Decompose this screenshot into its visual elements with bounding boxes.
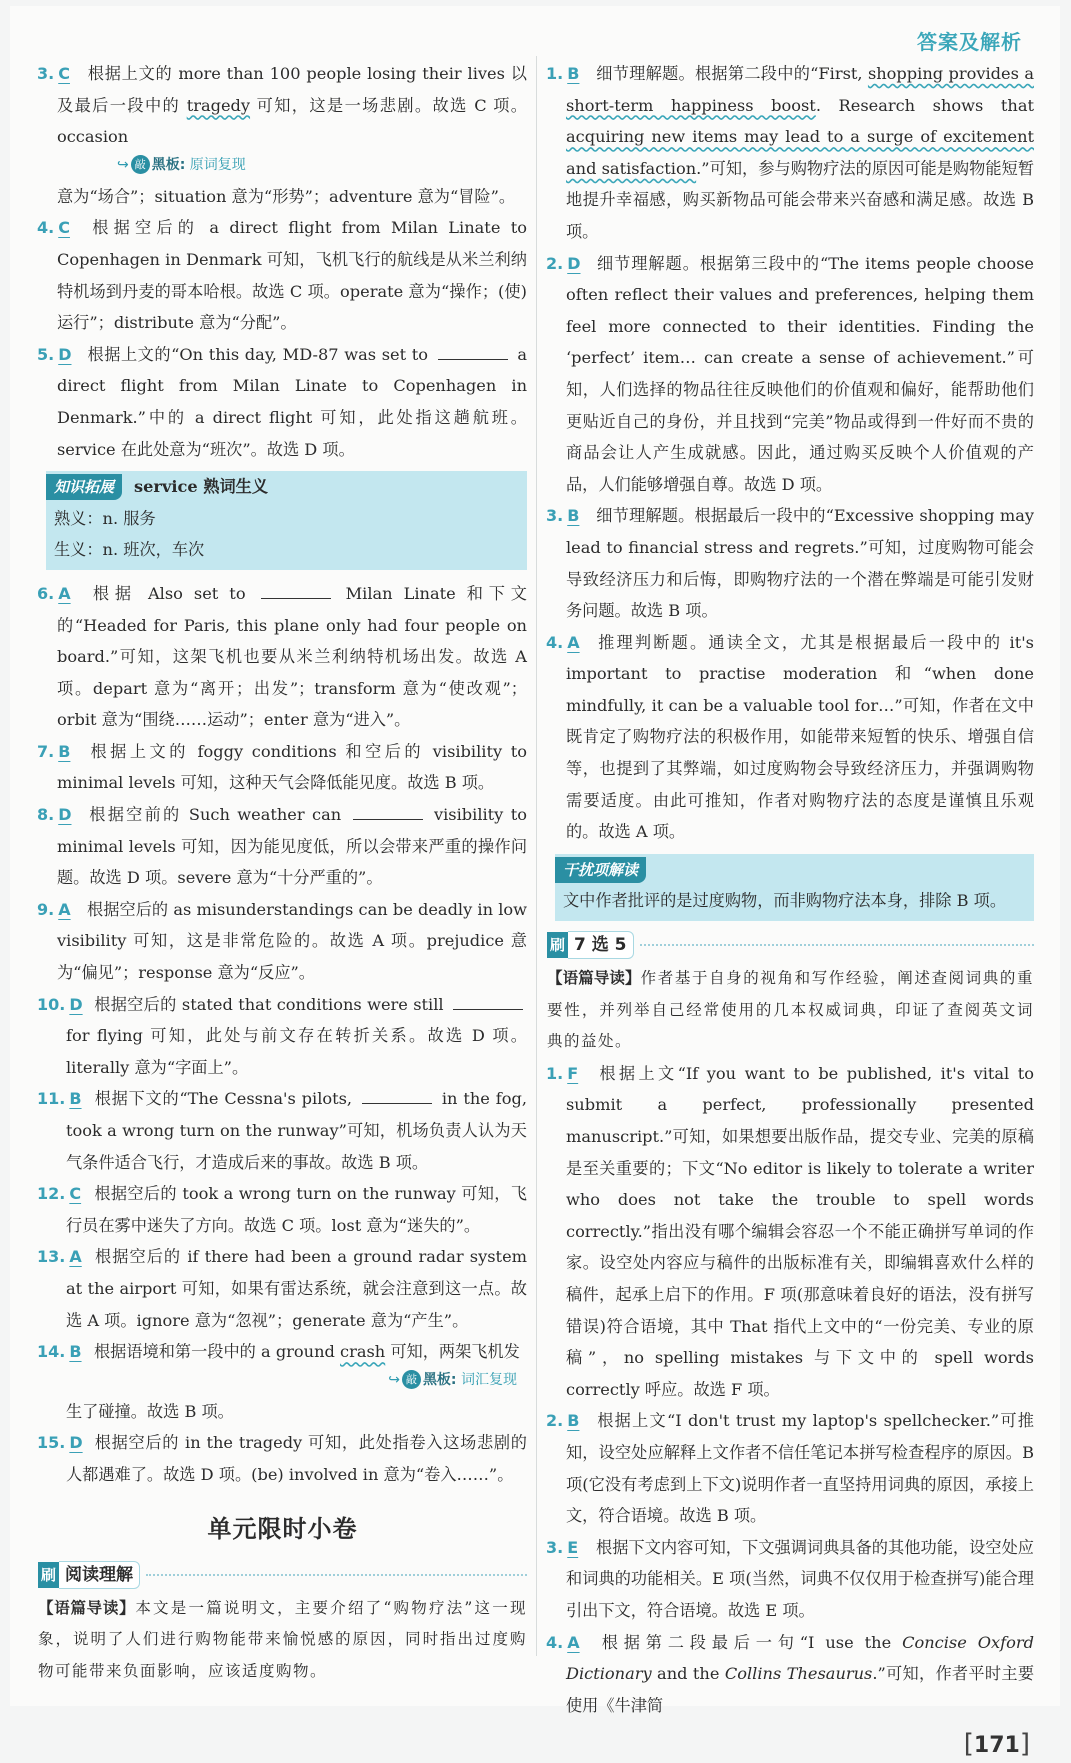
- explanation-text: 根据上文的“On this day, MD-87 was set to: [87, 344, 434, 364]
- answer-letter: D: [567, 253, 581, 273]
- blackboard-note: [117, 153, 527, 177]
- explanation-text: 根据空后的 a direct flight from Milan Linate to Copenhagen in Denmark 可知，飞机飞行的航线是从米兰利纳特机场到丹麦的哥本哈根。故选 C 项。operate 意为“操作；(使)运行”；distribute 意为“分配”。: [57, 218, 527, 333]
- explanation-text: Milan Linate 和下文的“Headed for Paris, this plane only had four people on board.”可知，这架飞机也要从米兰利纳特机场出发。故选 A 项。depart 意为“离开；出发”；transform 意为“使改观”；orbit 意为“围绕……运动”；enter 意为“进入”。: [57, 583, 527, 730]
- answer-letter: A: [567, 1632, 580, 1652]
- explanation-text: 根据上文“If you want to be published, it's vital to submit a perfect, professionally presented manuscript.”可知，如果想要出版作品，提交专业、完美的原稿是至关重要的；下文“No editor is likely to tolerate a writer who does not take the trouble to spell words correctly.”指出没有哪个编辑会容忍一个不能正确拼写单词的作家。设空处内容应与稿件的出版标准有关，即编辑喜欢什么样的稿件，起承上启下的作用。F 项(那意味着良好的语法，没有拼写错误)符合语境，其中 That 指代上文中的“一份完美、专业的原稿”，no spelling mistakes 与下文中的 spell words correctly 呼应。故选 F 项。: [566, 1063, 1034, 1399]
- answer-letter: D: [58, 344, 72, 364]
- info-box: [555, 854, 1034, 921]
- knock-badge-icon: 敲: [402, 1370, 421, 1389]
- shua-tag: 刷: [547, 932, 568, 958]
- answer-number: 12. C: [37, 1184, 82, 1204]
- answer-item: [38, 989, 527, 1084]
- answer-letter: A: [58, 583, 71, 603]
- explanation-text: .”可知，参与购物疗法的原因可能是购物能短暂地提升幸福感，购买新物品可能会带来兴奋感和满足感。故选 B 项。: [566, 158, 1035, 241]
- explanation-text: 根据 Also set to: [87, 583, 257, 603]
- answer-letter: D: [69, 1433, 83, 1453]
- passage-guide: [547, 963, 1034, 1058]
- answer-letter: E: [567, 1537, 579, 1557]
- box-header: [46, 471, 517, 503]
- explanation-text: 生了碰撞。故选 B 项。: [66, 1401, 234, 1421]
- answer-item: [38, 894, 527, 989]
- header-title: 答案及解析: [917, 30, 1022, 54]
- blank-line: [353, 805, 423, 820]
- answer-number: 2. D: [546, 253, 581, 273]
- answer-letter: B: [567, 506, 580, 526]
- box-line: 文中作者批评的是过度购物，而非购物疗法本身，排除 B 项。: [563, 891, 1007, 911]
- answer-number: 1. B: [546, 64, 580, 83]
- section-heading: [547, 931, 1034, 959]
- answer-number: 13. A: [37, 1247, 82, 1267]
- blank-line: [453, 995, 523, 1010]
- explanation-text: and the: [651, 1664, 725, 1684]
- answer-number: 3. C: [37, 64, 70, 83]
- left-column: [38, 58, 527, 1687]
- box-label: 知识拓展: [46, 474, 122, 500]
- guide-text: 作者基于自身的视角和写作经验，阐述查阅词典的重要性，并列举自己经常使用的几本权威词典，印证了查阅英文词典的益处。: [547, 969, 1034, 1051]
- note-label: 黑板:: [151, 156, 186, 173]
- explanation-text: . Research shows that: [815, 95, 1034, 115]
- answer-item: [547, 1532, 1034, 1627]
- answer-item: [38, 339, 527, 465]
- dotted-rule: [146, 1574, 527, 1576]
- answer-item: [38, 1083, 527, 1178]
- answer-letter: F: [567, 1063, 579, 1083]
- explanation-text: 可知，两架飞机发: [385, 1342, 520, 1362]
- guide-label: 【语篇导读】: [38, 1598, 136, 1617]
- answer-item: [38, 212, 527, 338]
- note-label: 黑板:: [422, 1371, 457, 1388]
- box-title: service 熟词生义: [134, 477, 269, 497]
- answer-number: 4. C: [37, 218, 70, 238]
- page-number-text: 171: [973, 1733, 1020, 1759]
- answer-number: 2. B: [546, 1411, 580, 1431]
- answer-number: 6. A: [37, 583, 71, 603]
- explanation-text: visibility to minimal levels 可知，因为能见度低，所以会带来严重的操作问题。故选 D 项。severe 意为“十分严重的”。: [57, 805, 527, 888]
- highlighted-quote: acquiring new items may lead to a surge of excitement and satisfaction: [566, 127, 1034, 178]
- answer-item: [547, 627, 1034, 848]
- note-text: 原词复现: [185, 156, 246, 173]
- answer-item: [38, 1241, 527, 1336]
- answer-letter: D: [58, 805, 72, 825]
- section-title: 单元限时小卷: [207, 1513, 358, 1543]
- dotted-rule: [640, 944, 1034, 946]
- answer-item: [547, 1058, 1034, 1406]
- answer-item: [38, 799, 527, 894]
- answer-letter: B: [58, 741, 71, 761]
- answer-number: 1. F: [546, 1063, 579, 1083]
- box-line: 熟义：n. 服务: [54, 508, 156, 528]
- answer-item: [38, 1336, 527, 1427]
- answer-number: 9. A: [37, 899, 71, 919]
- box-line: 生义：n. 班次，车次: [54, 540, 205, 560]
- answer-item: [547, 1405, 1034, 1531]
- answer-letter: B: [567, 1411, 580, 1431]
- answer-letter: B: [69, 1342, 82, 1362]
- highlighted-quote: crash: [340, 1342, 386, 1362]
- box-header: [555, 854, 1024, 886]
- column-divider: [536, 56, 537, 1656]
- guide-text: 本文是一篇说明文，主要介绍了“购物疗法”这一现象，说明了人们进行购物能带来愉悦感的原因，同时指出过度购物可能带来负面影响，应该适度购物。: [38, 1598, 527, 1680]
- answer-number: 14. B: [37, 1342, 82, 1362]
- answer-item: [547, 248, 1034, 501]
- answer-letter: B: [69, 1089, 82, 1109]
- answer-number: 4. A: [546, 632, 580, 652]
- knock-badge-icon: 敲: [131, 155, 150, 174]
- answer-number: 8. D: [37, 805, 72, 825]
- answer-number: 7. B: [37, 741, 71, 761]
- blank-line: [438, 345, 508, 360]
- answer-item: [547, 1627, 1034, 1722]
- blank-line: [261, 584, 331, 599]
- answer-letter: A: [69, 1247, 82, 1267]
- answer-item: [38, 736, 527, 799]
- answer-letter: A: [58, 899, 71, 919]
- explanation-text: a direct flight from Milan Linate to Copenhagen in Denmark.”中的 a direct flight 可知，此处指这趟航班。service 在此处意为“班次”。故选 D 项。: [57, 344, 528, 459]
- section-heading-text: 阅读理解: [59, 1561, 140, 1589]
- arrow-icon: ↪: [388, 1371, 400, 1388]
- section-heading-text: 7 选 5: [568, 931, 634, 959]
- explanation-text: 意为“场合”；situation 意为“形势”；adventure 意为“冒险”。: [57, 186, 516, 206]
- explanation-text: 细节理解题。根据第三段中的“The items people choose often reflect their values and preferences, helping them feel more connected to their identities. Finding the ‘perfect’ item… can create a sense of achievement.”可知，人们选择的物品往往反映他们的价值观和偏好，能帮助他们更贴近自己的身份，并且找到“完美”物品或得到一件好而不贵的商品会让人产生成就感。因此，通过购买反映个人价值观的产品，人们能够增强自尊。故选 D 项。: [566, 253, 1034, 494]
- italic-title: Concise Oxford Dictionary: [566, 1632, 1034, 1684]
- blank-line: [362, 1089, 432, 1104]
- answer-number: 3. E: [546, 1537, 579, 1557]
- answer-item: [38, 58, 527, 212]
- answer-letter: C: [58, 64, 70, 83]
- explanation-text: 细节理解题。根据第二段中的“First,: [596, 64, 868, 83]
- info-box: [46, 471, 527, 570]
- highlighted-quote: shopping provides a short-term happiness boost: [566, 64, 1034, 115]
- answer-item: [547, 58, 1034, 248]
- answer-number: 5. D: [37, 344, 72, 364]
- answer-number: 15. D: [37, 1433, 83, 1453]
- note-text: 词汇复现: [456, 1371, 517, 1388]
- explanation-text: 根据空后的 took a wrong turn on the runway 可知，飞行员在雾中迷失了方向。故选 C 项。lost 意为“迷失的”。: [66, 1184, 527, 1235]
- answer-item: [38, 1178, 527, 1241]
- right-column: [547, 58, 1034, 1763]
- answer-number: 11. B: [37, 1089, 82, 1109]
- answer-item: [547, 500, 1034, 626]
- highlighted-quote: tragedy: [186, 95, 251, 115]
- italic-title: Collins Thesaurus: [724, 1664, 873, 1684]
- blackboard-note: [66, 1368, 527, 1392]
- answer-letter: B: [567, 64, 580, 83]
- box-label: 干扰项解读: [555, 857, 646, 883]
- answer-letter: A: [567, 632, 580, 652]
- guide-label: 【语篇导读】: [547, 969, 641, 988]
- answer-number: 10. D: [37, 994, 83, 1014]
- answer-item: [38, 1427, 527, 1490]
- answer-letter: C: [58, 218, 70, 238]
- explanation-text: 根据空后的 as misunderstandings can be deadly in low visibility 可知，这是非常危险的。故选 A 项。prejudice 意为“偏见”；response 意为“反应”。: [57, 899, 527, 983]
- explanation-text: 根据空后的 in the tragedy 可知，此处指卷入这场悲剧的人都遇难了。故选 D 项。(be) involved in 意为“卷入……”。: [66, 1433, 527, 1484]
- explanation-text: 推理判断题。通读全文，尤其是根据最后一段中的 it's important to practise moderation 和“when done mindfully, it can be a valuable tool for…”可知，作者在文中既肯定了购物疗法的积极作用，如能带来短暂的快乐、增强自信等，也提到了其弊端，如过度购物会导致经济压力，并强调购物需要适度。由此可推知，作者对购物疗法的态度是谨慎且乐观的。故选 A 项。: [566, 632, 1034, 842]
- explanation-text: .”可知，作者平时主要使用《牛津简: [566, 1664, 1035, 1715]
- explanation-text: 根据上文的 more than 100 people losing their lives 以及最后一段中的: [57, 64, 527, 115]
- explanation-text: 根据空后的 stated that conditions were still: [94, 994, 449, 1014]
- answer-item: [38, 578, 527, 736]
- section-heading: [38, 1561, 527, 1589]
- page-number: [171]: [963, 1729, 1030, 1760]
- explanation-text: in the fog, took a wrong turn on the runway”可知，机场负责人认为天气条件适合飞行，才造成后来的事故。故选 B 项。: [66, 1089, 527, 1172]
- explanation-text: for flying 可知，此处与前文存在转折关系。故选 D 项。literally 意为“字面上”。: [66, 1026, 527, 1077]
- explanation-text: 根据空后的 if there had been a ground radar system at the airport 可知，如果有雷达系统，就会注意到这一点。故选 A 项。ignore 意为“忽视”；generate 意为“产生”。: [66, 1247, 527, 1330]
- page: [10, 6, 1060, 1760]
- explanation-text: 根据空前的 Such weather can: [87, 805, 349, 825]
- answer-letter: D: [69, 994, 83, 1014]
- passage-guide: [38, 1593, 527, 1688]
- arrow-icon: ↪: [117, 156, 129, 173]
- answer-letter: C: [69, 1184, 82, 1204]
- explanation-text: 根据上文的 foggy conditions 和空后的 visibility to minimal levels 可知，这种天气会降低能见度。故选 B 项。: [57, 741, 527, 793]
- shua-tag: 刷: [38, 1562, 59, 1588]
- explanation-text: 根据语境和第一段中的 a ground: [94, 1342, 341, 1362]
- answer-number: 4. A: [546, 1632, 580, 1652]
- explanation-text: 根据第二段最后一句“I use the: [596, 1632, 903, 1652]
- answer-number: 3. B: [546, 506, 580, 526]
- explanation-text: 细节理解题。根据最后一段中的“Excessive shopping may lead to financial stress and regrets.”可知，过度购物可能会导致经济压力和后悔，即购物疗法的一个潜在弊端是可能引发财务问题。故选 B 项。: [566, 506, 1034, 621]
- explanation-text: 根据下文内容可知，下文强调词典具备的其他功能，设空处应和词典的功能相关。E 项(当然，词典不仅仅用于检查拼写)能合理引出下文，符合语境。故选 E 项。: [566, 1537, 1034, 1620]
- explanation-text: 可知，这是一场悲剧。故选 C 项。occasion: [57, 95, 527, 147]
- explanation-text: 根据上文“I don't trust my laptop's spellchecker.”可推知，设空处应解释上文作者不信任笔记本拼写检查程序的原因。B 项(它没有考虑到上下文)说明作者一直坚持用词典的原因，承接上文，符合语境。故选 B 项。: [566, 1411, 1034, 1526]
- explanation-text: 根据下文的“The Cessna's pilots,: [94, 1089, 358, 1109]
